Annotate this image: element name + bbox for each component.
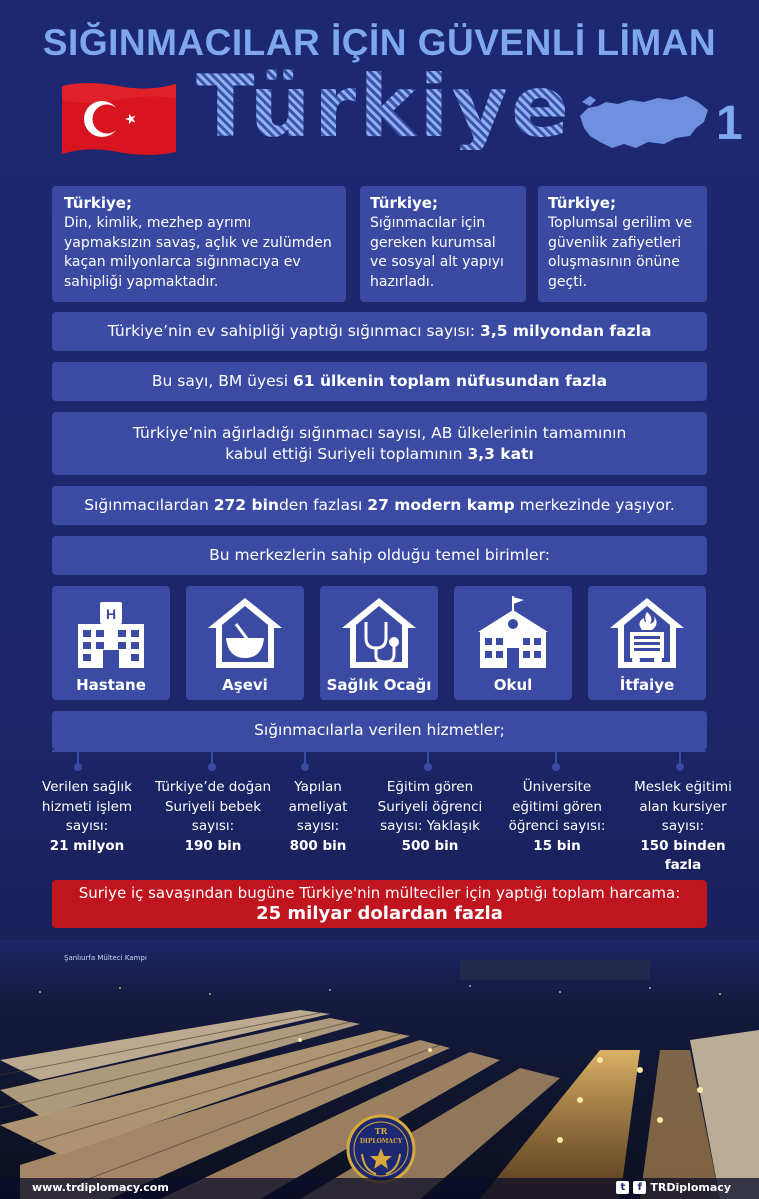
- unit-label: Hastane: [76, 676, 146, 694]
- unit-label: Okul: [493, 676, 533, 694]
- unit-school: [454, 586, 572, 700]
- svg-text:H: H: [105, 606, 117, 622]
- fact-refugee-count: Türkiye’nin ev sahipliği yaptığı sığınmacı sayısı: 3,5 milyondan fazla: [52, 312, 707, 351]
- page-number: 1: [716, 97, 743, 150]
- intro-card-title: Türkiye;: [548, 194, 616, 212]
- service-item: Türkiye’de doğan Suriyeli bebek sayısı: 190 bin: [154, 779, 272, 854]
- service-item: Verilen sağlık hizmeti işlem sayısı: 21 milyon: [41, 779, 133, 854]
- intro-card-3: [538, 186, 707, 302]
- unit-fire-station: [588, 586, 706, 700]
- social-handle[interactable]: [616, 1181, 731, 1194]
- twitter-icon[interactable]: t: [616, 1181, 629, 1194]
- service-item: Meslek eğitimi alan kursiyer sayısı: 150 binden fazla: [634, 779, 732, 873]
- services-connector: [52, 750, 706, 772]
- country-name-graphic: Türkiye: [196, 57, 573, 157]
- page-title: SIĞINMACILAR İÇİN GÜVENLİ LİMAN: [42, 22, 717, 63]
- hospital-icon: [72, 594, 150, 670]
- intro-card-title: Türkiye;: [64, 194, 132, 212]
- unit-label: Aşevi: [222, 676, 268, 694]
- intro-card-1: [52, 186, 346, 302]
- unit-hospital: [52, 586, 170, 700]
- intro-card-text: Toplumsal gerilim ve güvenlik zafiyetleri oluşmasının önüne geçti.: [548, 215, 693, 290]
- total-cost-label: Suriye iç savaşından bugüne Türkiye'nin mülteciler için yaptığı toplam harcama:: [78, 884, 681, 902]
- service-item: Yapılan ameliyat sayısı: 800 bin: [288, 779, 348, 854]
- unit-soup-kitchen: [186, 586, 304, 700]
- website-link[interactable]: www.trdiplomacy.com: [32, 1181, 169, 1194]
- fire-station-icon: [608, 594, 686, 670]
- photo-caption: Şanlıurfa Mülteci Kampı: [64, 954, 147, 962]
- school-icon: [474, 594, 552, 670]
- unit-health-center: [320, 586, 438, 700]
- unit-label: Sağlık Ocağı: [326, 676, 432, 694]
- health-center-icon: [340, 594, 418, 670]
- services-heading: Sığınmacılarla verilen hizmetler;: [52, 711, 707, 750]
- intro-card-title: Türkiye;: [370, 194, 438, 212]
- facebook-icon[interactable]: f: [633, 1181, 646, 1194]
- intro-card-text: Din, kimlik, mezhep ayrımı yapmaksızın savaş, açlık ve zulümden kaçan milyonlarca sığınmacıya ev sahipliği yapmaktadır.: [64, 215, 332, 290]
- total-cost-banner: [52, 880, 707, 928]
- unit-label: İtfaiye: [619, 676, 675, 694]
- total-cost-value: 25 milyar dolardan fazla: [256, 903, 503, 924]
- social-handle-text: TRDiplomacy: [650, 1181, 731, 1194]
- turkey-map-icon: [578, 92, 710, 154]
- turkish-flag-image: [58, 78, 180, 160]
- footer-bar: [0, 1178, 759, 1199]
- soup-kitchen-icon: [206, 594, 284, 670]
- tr-diplomacy-seal-logo: [346, 1114, 416, 1184]
- intro-card-text: Sığınmacılar için gereken kurumsal ve sosyal alt yapıyı hazırladı.: [370, 215, 504, 290]
- units-heading: Bu merkezlerin sahip olduğu temel birimler:: [52, 536, 707, 575]
- service-item: Üniversite eğitimi gören öğrenci sayısı: 15 bin: [508, 779, 606, 854]
- fact-population-comparison: Bu sayı, BM üyesi 61 ülkenin toplam nüfusundan fazla: [52, 362, 707, 401]
- fact-camps: Sığınmacılardan 272 binden fazlası 27 modern kamp merkezinde yaşıyor.: [52, 486, 707, 525]
- service-item: Eğitim gören Suriyeli öğrenci sayısı: Yaklaşık 500 bin: [377, 779, 483, 854]
- intro-card-2: [360, 186, 526, 302]
- svg-text:TR: TR: [374, 1126, 388, 1136]
- fact-eu-comparison: Türkiye’nin ağırladığı sığınmacı sayısı, AB ülkelerinin tamamının kabul ettiği Suriyeli toplamının 3,3 katı: [52, 412, 707, 475]
- svg-text:DIPLOMACY: DIPLOMACY: [359, 1138, 403, 1145]
